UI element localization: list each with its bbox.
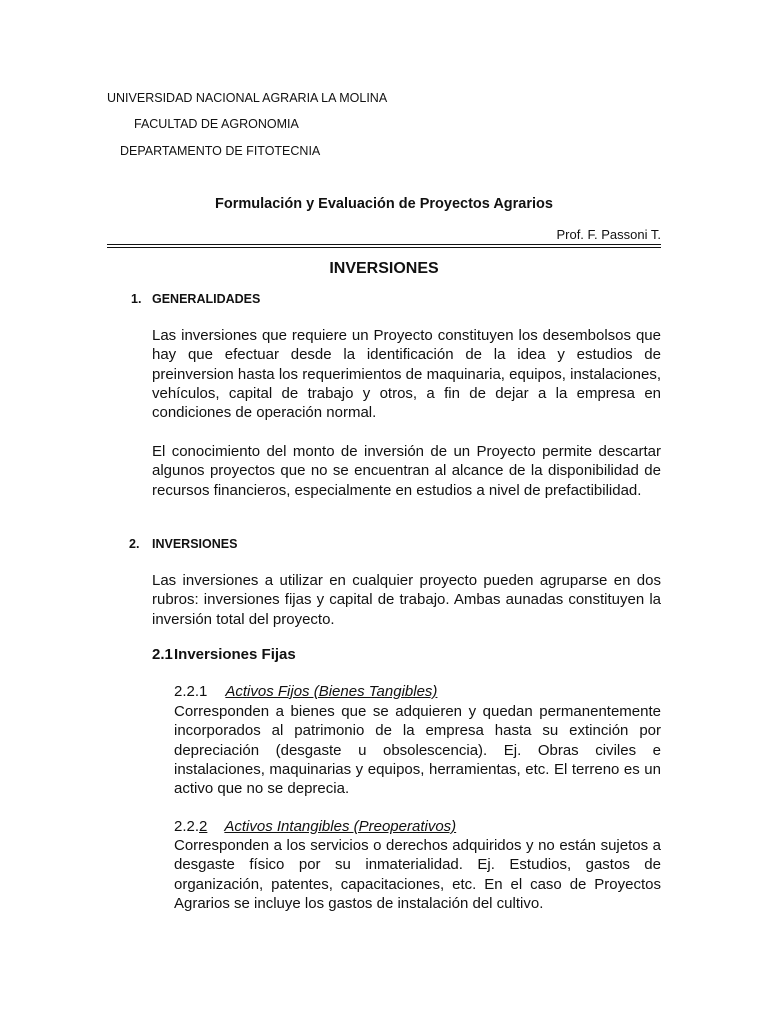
course-title: Formulación y Evaluación de Proyectos Agrarios [215, 196, 553, 212]
item-2-2-2-heading [174, 818, 456, 835]
section-1-paragraph-2: El conocimiento del monto de inversión de un Proyecto permite descartar algunos proyectos que no se encuentran al alcance de la disponibilidad de recursos financieros, especialmente en estudios a nivel de prefactibilidad. [152, 443, 661, 499]
item-2-2-1-heading [174, 683, 437, 700]
section-2-heading: INVERSIONES [152, 537, 238, 551]
item-2-2-1-number: 2.2.1 [174, 683, 208, 700]
item-2-2-2-title: Activos Intangibles (Preoperativos) [224, 818, 457, 835]
section-2-number: 2. [129, 537, 140, 551]
item-2-2-2-text: Corresponden a los servicios o derechos adquiridos y no están sujetos a desgaste físico por su inmaterialidad. Ej. Estudios, gastos de organización, patentes, capacitaciones, etc. En el caso de Proyectos Agrarios se incluye los gastos de instalación del cultivo. [174, 837, 661, 912]
faculty-name: FACULTAD DE AGRONOMIA [134, 117, 299, 131]
section-2-paragraph-1: Las inversiones a utilizar en cualquier proyecto pueden agruparse en dos rubros: inversiones fijas y capital de trabajo. Ambas aunadas constituyen la inversión total del proyecto. [152, 572, 661, 628]
header-rule-top [107, 244, 661, 245]
subsection-2-1-heading: Inversiones Fijas [174, 646, 296, 663]
item-2-2-2-number-suffix: 2 [199, 818, 208, 835]
university-name: UNIVERSIDAD NACIONAL AGRARIA LA MOLINA [107, 91, 388, 105]
document-title: INVERSIONES [329, 260, 439, 277]
header-rule-bottom [107, 247, 661, 248]
subsection-2-1-number: 2.1 [152, 646, 173, 663]
professor-name: Prof. F. Passoni T. [556, 227, 661, 242]
department-name: DEPARTAMENTO DE FITOTECNIA [120, 144, 321, 158]
section-1-heading: GENERALIDADES [152, 292, 261, 306]
item-2-2-1-title: Activos Fijos (Bienes Tangibles) [225, 683, 438, 700]
item-2-2-1-text: Corresponden a bienes que se adquieren y quedan permanentemente incorporados al patrimonio de la empresa hasta su extinción por depreciación (desgaste u obsolescencia). Ej. Obras civiles e instalaciones, maquinarias y equipos, herramientas, etc. El terreno es un activo que no se deprecia. [174, 703, 661, 798]
section-1-paragraph-1: Las inversiones que requiere un Proyecto constituyen los desembolsos que hay que efectuar desde la identificación de la idea y estudios de preinversion hasta los requerimientos de maquinaria, equipos, instalaciones, vehículos, capital de trabajo y otros, a fin de dejar a la empresa en condiciones de operación normal. [152, 327, 661, 422]
item-2-2-2-number-prefix: 2.2. [174, 818, 200, 835]
section-1-number: 1. [131, 292, 142, 306]
